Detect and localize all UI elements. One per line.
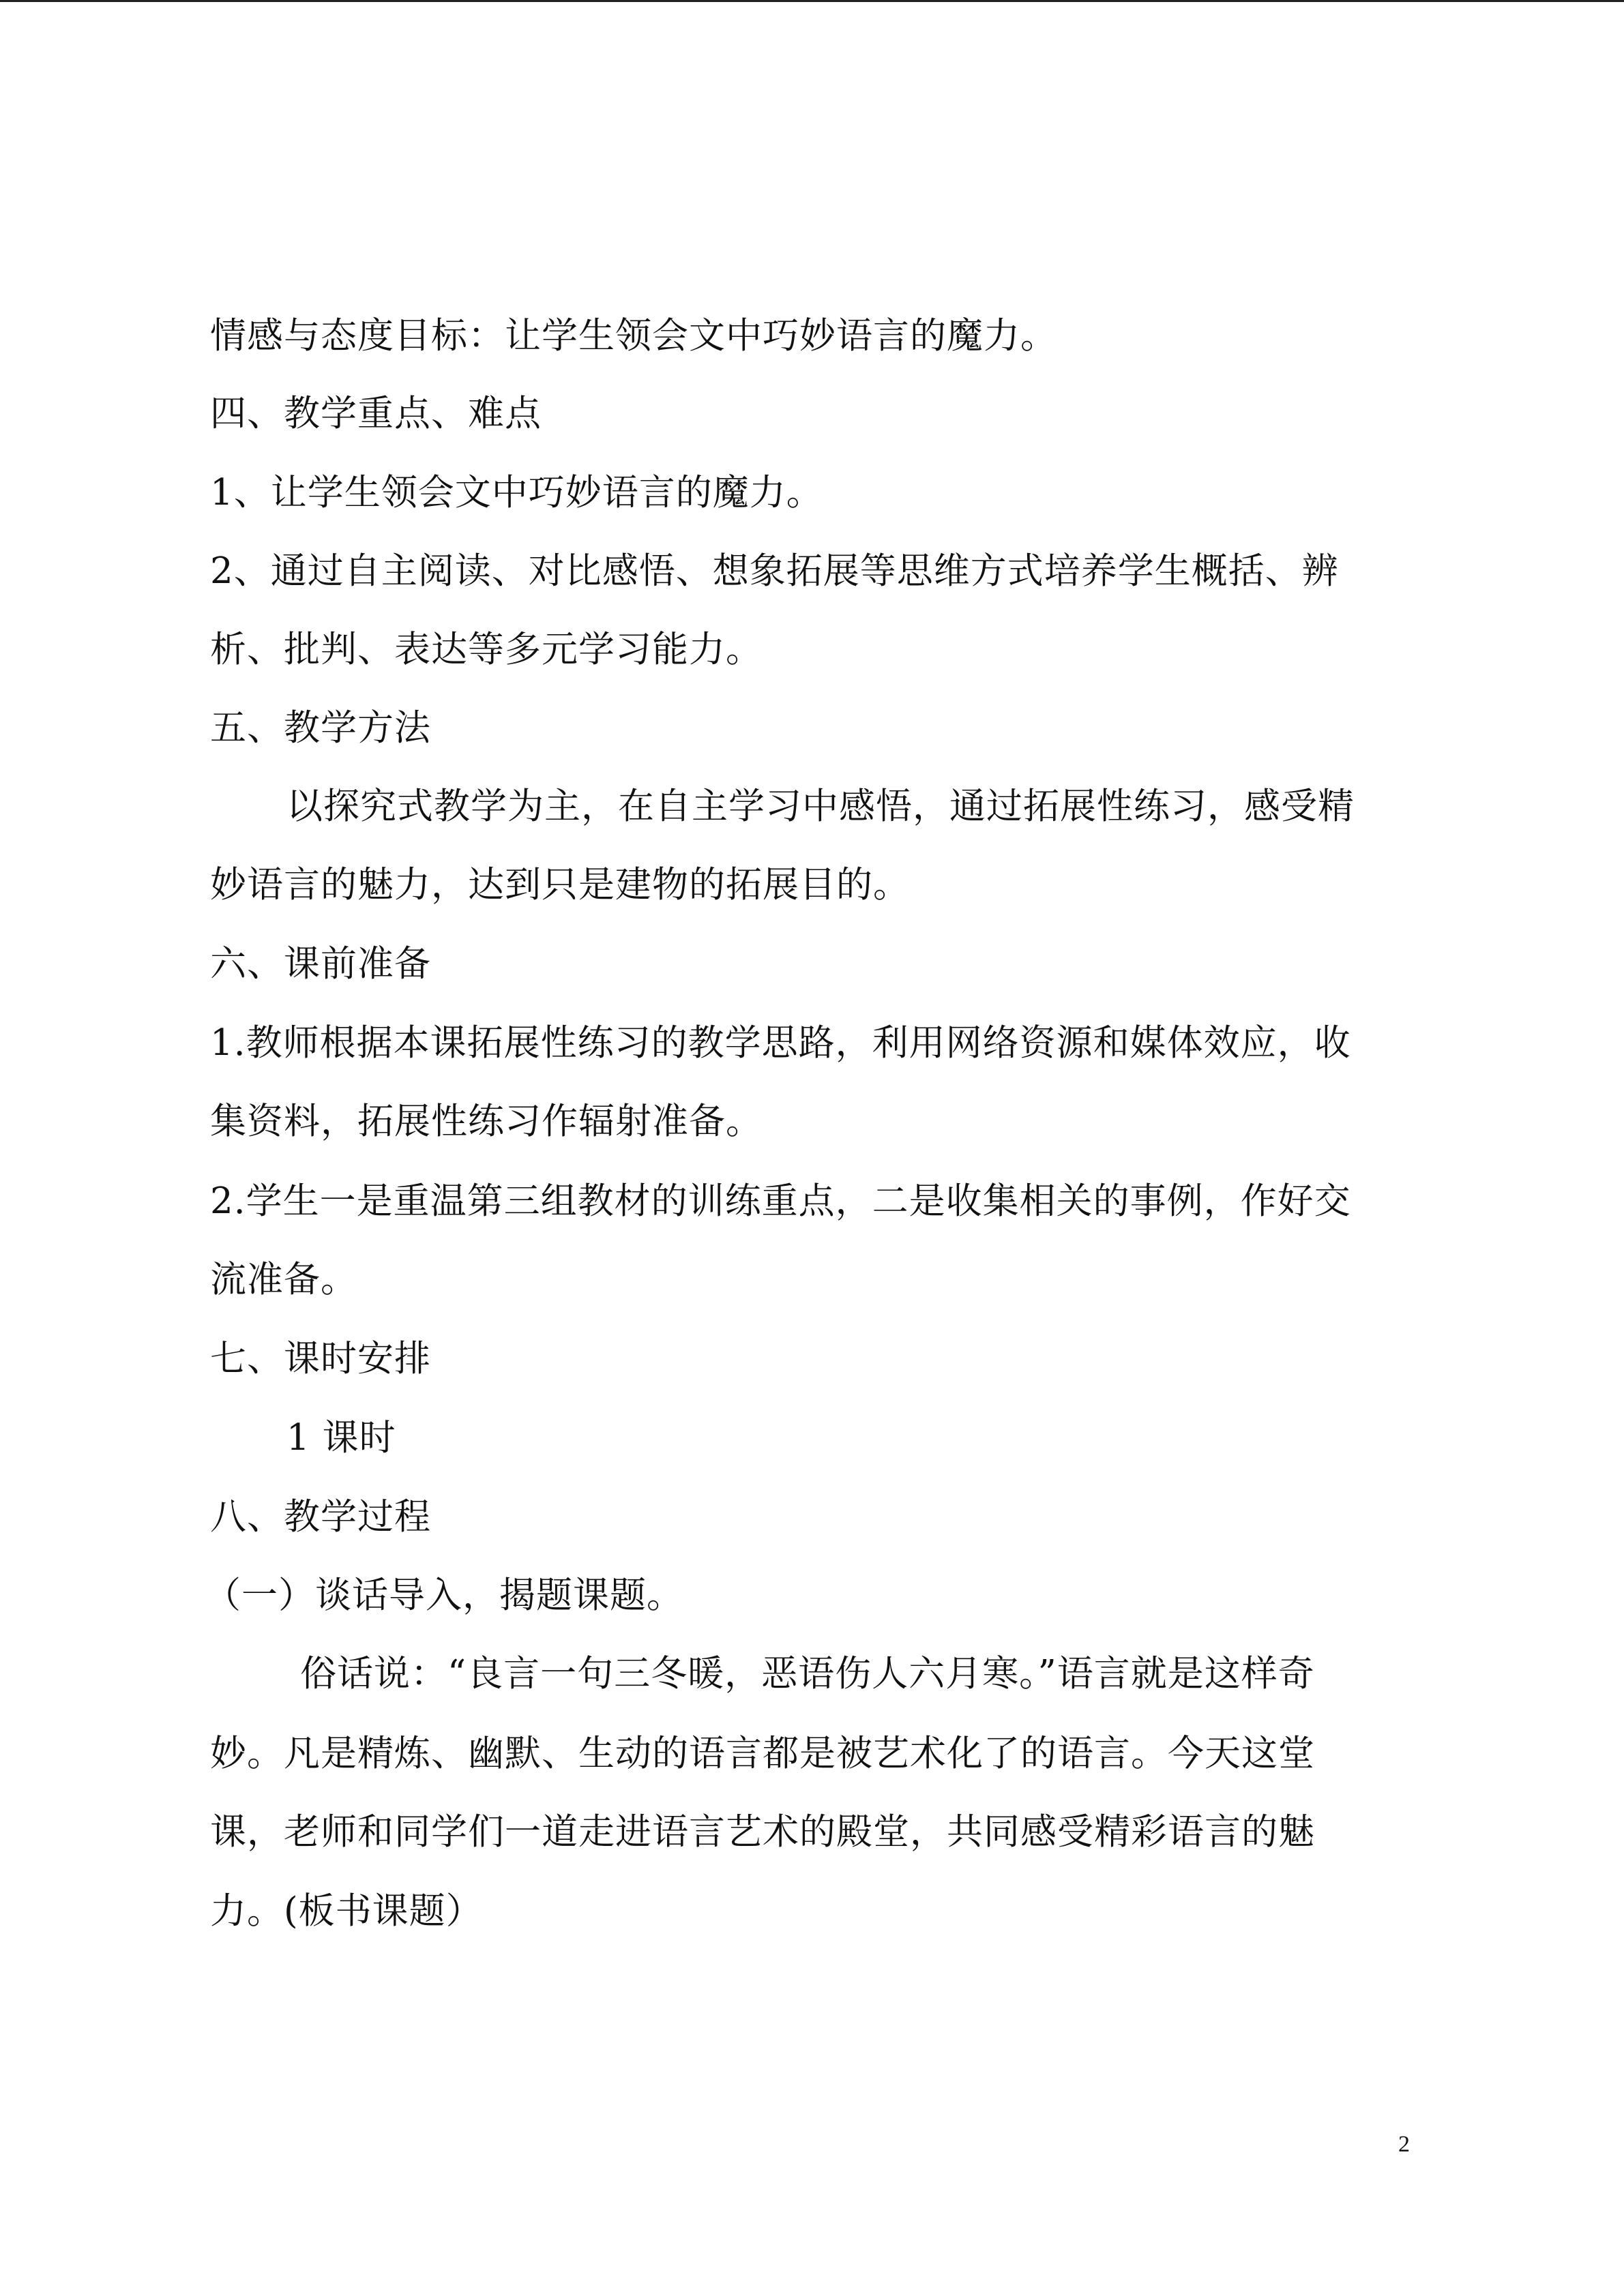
subsection-heading-1: （一）谈话导入，揭题课题。 [205,1575,683,1616]
intro-paragraph-line-4: 力。(板书课题） [210,1890,483,1932]
intro-paragraph-line-1: 俗话说：“良言一句三冬暖，恶语伤人六月寒。”语言就是这样奇 [300,1653,1315,1695]
method-paragraph-line-2: 妙语言的魅力，达到只是建物的拓展目的。 [210,864,910,906]
intro-paragraph-line-3: 课，老师和同学们一道走进语言艺术的殿堂，共同感受精彩语言的魅 [210,1811,1315,1853]
section-heading-6: 六、课前准备 [210,943,431,985]
section-heading-5: 五、教学方法 [210,707,431,749]
key-point-1: 1、让学生领会文中巧妙语言的魔力。 [210,472,823,513]
goal-line-attitude: 情感与态度目标：让学生领会文中巧妙语言的魔力。 [210,315,1057,357]
prep-item-1-line-1: 1.教师根据本课拓展性练习的教学思路，利用网络资源和媒体效应，收 [210,1022,1351,1064]
section-heading-7: 七、课时安排 [210,1338,431,1380]
method-paragraph-line-1: 以探究式教学为主，在自主学习中感悟，通过拓展性练习，感受精 [286,786,1355,827]
key-point-2-line-2: 析、批判、表达等多元学习能力。 [210,629,763,670]
key-point-2-line-1: 2、通过自主阅读、对比感悟、想象拓展等思维方式培养学生概括、辨 [210,550,1339,592]
page-number: 2 [1398,2132,1410,2157]
prep-item-1-line-2: 集资料，拓展性练习作辐射准备。 [210,1101,763,1142]
class-hours: 1 课时 [286,1417,396,1459]
prep-item-2-line-2: 流准备。 [210,1259,357,1300]
prep-item-2-line-1: 2.学生一是重温第三组教材的训练重点，二是收集相关的事例，作好交 [210,1180,1351,1222]
intro-paragraph-line-2: 妙。凡是精炼、幽默、生动的语言都是被艺术化了的语言。今天这堂 [210,1733,1315,1774]
section-heading-8: 八、教学过程 [210,1496,431,1538]
section-heading-4: 四、教学重点、难点 [210,393,542,434]
